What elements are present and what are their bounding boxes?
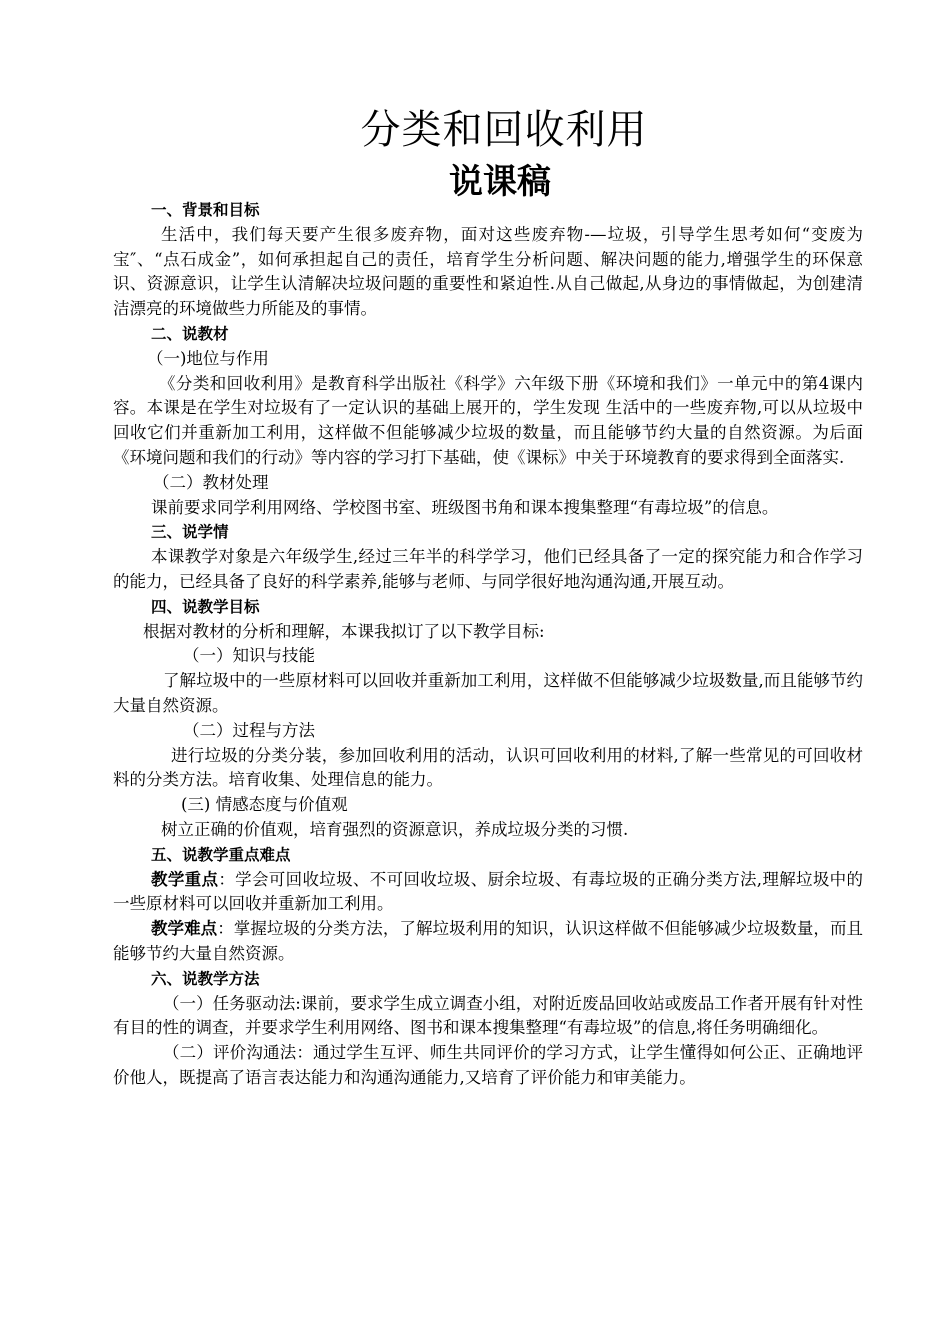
subheading-process-methods: （二）过程与方法 — [183, 720, 315, 740]
paragraph-students: 本课教学对象是六年级学生,经过三年半的科学学习，他们已经具备了一定的探究能力和合作学习的能力，已经具备了良好的科学素养,能够与老师、与同学很好地沟通沟通,开展互动。 — [113, 547, 863, 591]
paragraph-background: 生活中，我们每天要产生很多废弃物，面对这些废弃物-—垃圾，引导学生思考如何“变废为宝″、“点石成金”，如何承担起自己的责任，培育学生分析问题、解决问题的能力,增强学生的环保意识、资源意识，让学生认清解决垃圾问题的重要性和紧迫性.从自己做起,从身边的事情做起，为创建清洁漂亮的环境做些力所能及的事情。 — [113, 224, 863, 319]
subheading-material-handling: （二）教材处理 — [153, 472, 269, 492]
paragraph-process-methods: 进行垃圾的分类分装，参加回收利用的活动，认识可回收利用的材料,了解一些常见的可回收材料的分类方法。培育收集、处理信息的能力。 — [113, 745, 863, 790]
paragraph-difficulty — [113, 917, 863, 967]
paragraph-key-point — [113, 868, 863, 918]
section-heading-key-points: 五、说教学重点难点 — [151, 845, 291, 864]
key-point-text: ：学会可回收垃圾、不可回收垃圾、厨余垃圾、有毒垃圾的正确分类方法,理解垃圾中的一些原材料可以回收并重新加工利用。 — [113, 869, 863, 914]
paragraph-emotion-values: 树立正确的价值观，培育强烈的资源意识，养成垃圾分类的习惯. — [161, 819, 629, 839]
paragraph-task-driven: （一）任务驱动法:课前，要求学生成立调查小组，对附近废品回收站或废品工作者开展有针对性有目的性的调查，并要求学生利用网络、图书和课本搜集整理“有毒垃圾”的信息,将任务明确细化。 — [113, 993, 863, 1038]
difficulty-text: ：掌握垃圾的分类方法，了解垃圾利用的知识，认识这样做不但能够减少垃圾数量，而且能够节约大量自然资源。 — [113, 919, 864, 963]
paragraph-position-role: 《分类和回收利用》是教育科学出版社《科学》六年级下册《环境和我们》一单元中的第4课内容。本课是在学生对垃圾有了一定认识的基础上展开的，学生发现 生活中的一些废弃物,可以从垃圾中回收它们并重新加工利用，这样做不但能够减少垃圾的数量，而且能够节约大量的自然资源。为后面《环境问题和我们的行动》等内容的学习打下基础，使《课标》中关于环境教育的要求得到全面落实. — [113, 373, 863, 467]
paragraph-goals-intro: 根据对教材的分析和理解，本课我拟订了以下教学目标: — [143, 621, 545, 641]
document-body — [113, 198, 863, 1091]
subheading-position-role: （一)地位与作用 — [147, 348, 269, 368]
subheading-emotion-values: (三) 情感态度与价值观 — [181, 795, 348, 815]
paragraph-knowledge-skills: 了解垃圾中的一些原材料可以回收并重新加工利用，这样做不但能够减少垃圾数量,而且能够节约大量自然资源。 — [113, 671, 863, 715]
document-subtitle: 说课稿 — [449, 162, 551, 202]
subheading-knowledge-skills: （一）知识与技能 — [183, 646, 315, 666]
section-heading-methods: 六、说教学方法 — [151, 969, 260, 988]
difficulty-label: 教学难点 — [151, 919, 218, 939]
section-heading-background: 一、背景和目标 — [151, 201, 260, 219]
document-title: 分类和回收利用 — [360, 107, 648, 153]
section-heading-students: 三、说学情 — [151, 523, 229, 542]
section-heading-textbook: 二、说教材 — [151, 324, 229, 343]
paragraph-material-handling: 课前要求同学利用网络、学校图书室、班级图书角和课本搜集整理“有毒垃圾”的信息。 — [151, 497, 779, 517]
key-point-label: 教学重点 — [151, 869, 219, 889]
section-heading-goals: 四、说教学目标 — [151, 597, 260, 616]
paragraph-evaluation: （二）评价沟通法：通过学生互评、师生共同评价的学习方式，让学生懂得如何公正、正确地评价他人，既提高了语言表达能力和沟通沟通能力,又培育了评价能力和审美能力。 — [113, 1043, 863, 1087]
